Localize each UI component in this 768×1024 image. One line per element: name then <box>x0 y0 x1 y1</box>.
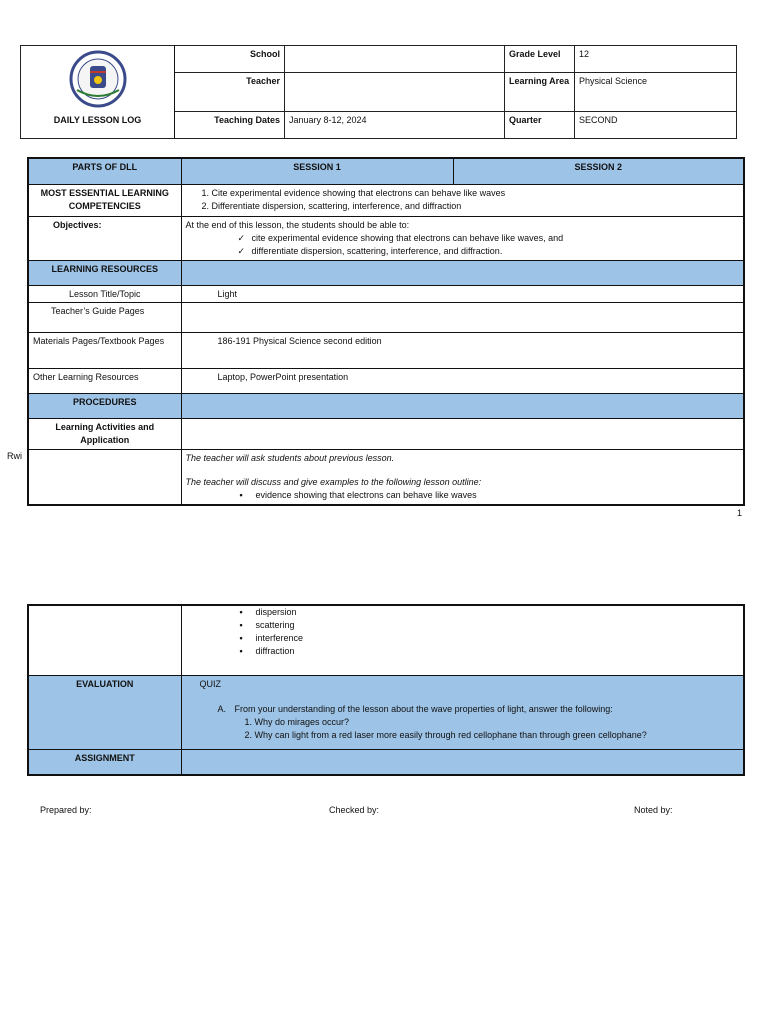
objective-item: ✓ cite experimental evidence showing that electrons can behave like waves, and <box>252 232 740 245</box>
outline-item: • diffraction <box>256 645 740 658</box>
objectives-list <box>186 232 740 258</box>
teaching-dates-label: Teaching Dates <box>175 112 285 139</box>
activity-line: The teacher will discuss and give examples to the following lesson outline: <box>185 476 482 487</box>
melc-item: 2. Differentiate dispersion, scattering, interference, and diffraction <box>212 200 740 213</box>
outline-list <box>186 606 740 658</box>
quiz-instruction <box>200 703 740 716</box>
deped-seal-icon <box>63 50 133 108</box>
melc-content <box>181 184 744 216</box>
dll-table-continued <box>27 604 745 776</box>
page-number: 1 <box>737 508 743 518</box>
noted-by: Noted by: <box>634 805 673 815</box>
lesson-topic-label: Lesson Title/Topic <box>28 285 181 302</box>
outline-item: • dispersion <box>256 606 740 619</box>
grade-level-value: 12 <box>575 46 737 73</box>
col-session1-header: SESSION 1 <box>181 158 453 184</box>
outline-item: • scattering <box>256 619 740 632</box>
learning-activities-label: Learning Activities and Application <box>28 418 181 449</box>
school-value <box>285 46 505 73</box>
quarter-label: Quarter <box>505 112 575 139</box>
outline-list <box>186 489 740 502</box>
teacher-label: Teacher <box>175 73 285 112</box>
learning-area-value: Physical Science <box>575 73 737 112</box>
melc-list <box>186 187 740 213</box>
melc-item: 1. Cite experimental evidence showing that electrons can behave like waves <box>212 187 740 200</box>
checked-by: Checked by: <box>329 805 380 815</box>
quiz-instruction-marker: A. <box>217 703 227 714</box>
prepared-by: Prepared by: <box>40 805 92 815</box>
learning-area-label: Learning Area <box>505 73 575 112</box>
evaluation-label: EVALUATION <box>28 675 181 749</box>
objective-item: ✓ differentiate dispersion, scattering, interference, and diffraction. <box>252 245 740 258</box>
outline-item: • evidence showing that electrons can behave like waves <box>256 489 740 502</box>
document-title: DAILY LESSON LOG <box>53 115 142 125</box>
teacher-value <box>285 73 505 112</box>
quiz-questions <box>200 716 740 742</box>
school-label: School <box>175 46 285 73</box>
quiz-question: 2. Why can light from a red laser more easily through red cellophane than through green cellophane? <box>255 729 740 742</box>
objectives-label: Objectives: <box>28 216 181 260</box>
evaluation-content <box>181 675 744 749</box>
header-table <box>20 45 737 139</box>
quiz-instruction-text: From your understanding of the lesson about the wave properties of light, answer the following: <box>234 703 613 714</box>
other-resources-label: Other Learning Resources <box>28 368 181 393</box>
activities-content <box>181 449 744 505</box>
logo-cell <box>21 46 175 139</box>
teaching-dates-value: January 8-12, 2024 <box>285 112 505 139</box>
learning-resources-label: LEARNING RESOURCES <box>28 260 181 285</box>
col-parts-header: PARTS OF DLL <box>28 158 181 184</box>
grade-level-label: Grade Level <box>505 46 575 73</box>
materials-label: Materials Pages/Textbook Pages <box>28 332 181 368</box>
lesson-topic-value: Light <box>181 285 744 302</box>
quarter-value: SECOND <box>575 112 737 139</box>
procedures-label: PROCEDURES <box>28 393 181 418</box>
quiz-question: 1. Why do mirages occur? <box>255 716 740 729</box>
teacher-guide-label: Teacher’s Guide Pages <box>28 302 181 332</box>
dll-table <box>27 157 745 506</box>
materials-value: 186-191 Physical Science second edition <box>181 332 744 368</box>
outline-item: • interference <box>256 632 740 645</box>
objectives-intro: At the end of this lesson, the students should be able to: <box>185 219 410 230</box>
assignment-label: ASSIGNMENT <box>28 749 181 775</box>
activity-line: The teacher will ask students about previous lesson. <box>185 452 395 463</box>
quiz-label: QUIZ <box>199 678 221 689</box>
col-session2-header: SESSION 2 <box>453 158 744 184</box>
other-resources-value: Laptop, PowerPoint presentation <box>181 368 744 393</box>
melc-label: MOST ESSENTIAL LEARNING COMPETENCIES <box>28 184 181 216</box>
objectives-content <box>181 216 744 260</box>
outline-continued <box>181 605 744 675</box>
side-note: Rwi <box>7 451 22 461</box>
